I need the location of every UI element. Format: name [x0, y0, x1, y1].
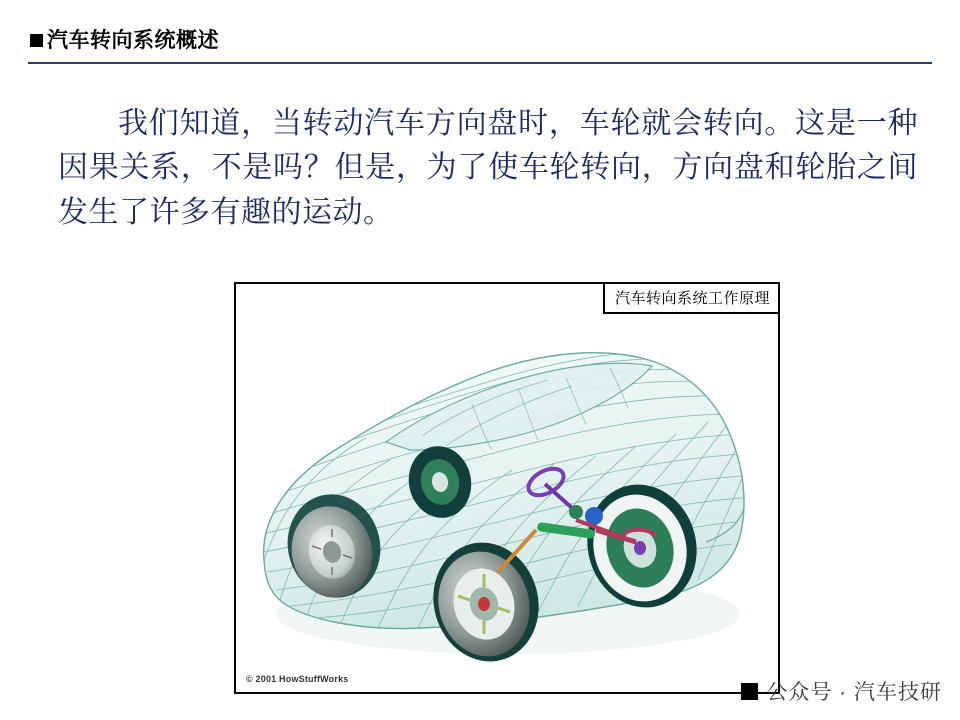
car-steering-illustration	[236, 284, 778, 692]
figure-credit: © 2001 HowStuffWorks	[246, 674, 349, 684]
page-title	[30, 30, 219, 51]
black-square-icon	[741, 683, 758, 700]
steering-gearbox	[569, 505, 583, 519]
figure-container	[234, 282, 780, 694]
square-bullet-icon	[30, 34, 43, 47]
watermark	[741, 676, 942, 706]
figure-caption: 汽车转向系统工作原理	[603, 284, 778, 314]
body-paragraph: 我们知道，当转动汽车方向盘时，车轮就会转向。这是一种因果关系，不是吗？但是，为了使车轮转向，方向盘和轮胎之间发生了许多有趣的运动。	[58, 107, 918, 229]
page-title-text: 汽车转向系统概述	[47, 28, 219, 52]
title-divider	[28, 62, 932, 64]
watermark-text: 公众号 · 汽车技研	[766, 681, 942, 704]
